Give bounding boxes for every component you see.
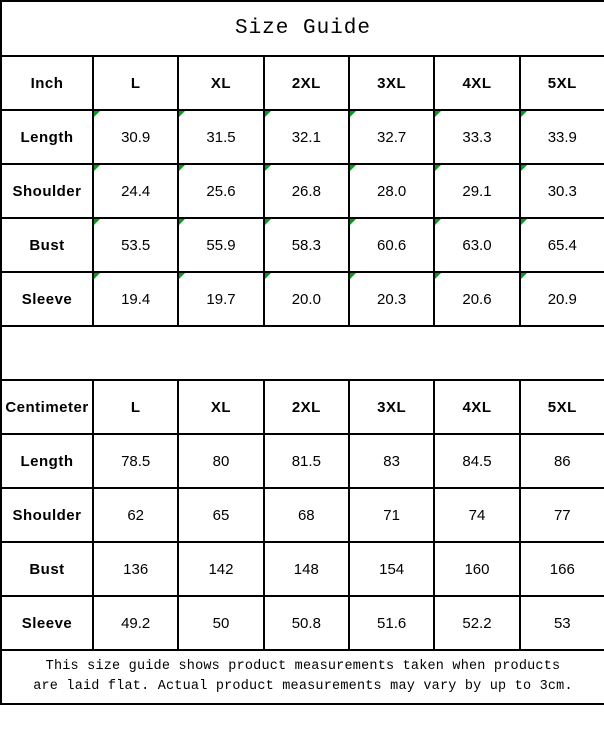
row-label: Length <box>1 434 93 488</box>
cell-value: 78.5 <box>121 452 151 470</box>
footer-row <box>1 650 604 704</box>
cell-value: 30.9 <box>121 128 151 146</box>
table-cell <box>264 488 349 542</box>
spacer-row <box>1 326 604 380</box>
cell-value: 71 <box>383 506 400 524</box>
cell-flag-icon <box>435 273 441 279</box>
table-cell <box>93 110 178 164</box>
table-cell <box>264 596 349 650</box>
cm-header-row <box>1 380 604 434</box>
cell-value: 136 <box>123 560 149 578</box>
inch-row-bust <box>1 218 604 272</box>
cell-value: 68 <box>297 506 315 524</box>
row-label: Shoulder <box>1 488 93 542</box>
cell-value: 166 <box>549 560 575 578</box>
cell-value: 65 <box>212 506 230 524</box>
cell-value: 24.4 <box>121 182 151 200</box>
table-cell <box>264 218 349 272</box>
table-cell <box>93 434 178 488</box>
cell-value: 60.6 <box>377 236 407 254</box>
footer-line-2: are laid flat. Actual product measurements may vary by up to 3cm. <box>33 679 573 694</box>
cell-flag-icon <box>265 111 271 117</box>
table-cell <box>178 596 263 650</box>
cm-row-bust <box>1 542 604 596</box>
cell-value: 20.3 <box>377 290 407 308</box>
table-cell <box>264 434 349 488</box>
table-cell <box>349 218 434 272</box>
cell-flag-icon <box>435 165 441 171</box>
cell-flag-icon <box>179 165 185 171</box>
cell-value: 160 <box>464 560 490 578</box>
cell-flag-icon <box>350 111 356 117</box>
cm-col-header-xl: XL <box>178 380 263 434</box>
cell-flag-icon <box>435 219 441 225</box>
cm-row-length <box>1 434 604 488</box>
table-cell <box>434 488 519 542</box>
cell-value: 30.3 <box>547 182 577 200</box>
inch-col-header-xl: XL <box>178 56 263 110</box>
table-cell <box>264 272 349 326</box>
table-cell <box>93 488 178 542</box>
cell-flag-icon <box>521 165 527 171</box>
cm-col-header-4xl: 4XL <box>434 380 519 434</box>
cell-flag-icon <box>521 273 527 279</box>
table-cell <box>349 110 434 164</box>
inch-row-length <box>1 110 604 164</box>
cell-flag-icon <box>350 165 356 171</box>
table-cell <box>520 542 604 596</box>
spacer <box>1 326 604 380</box>
cell-value: 55.9 <box>206 236 236 254</box>
cell-value: 154 <box>379 560 405 578</box>
table-cell <box>520 434 604 488</box>
row-label: Bust <box>1 542 93 596</box>
cell-value: 52.2 <box>462 614 492 632</box>
table-cell <box>434 272 519 326</box>
title-row <box>1 1 604 56</box>
table-cell <box>434 110 519 164</box>
cell-value: 26.8 <box>291 182 321 200</box>
cm-col-header-5xl: 5XL <box>520 380 604 434</box>
cell-value: 28.0 <box>377 182 407 200</box>
table-cell <box>349 434 434 488</box>
table-cell <box>93 272 178 326</box>
cell-value: 86 <box>553 452 571 470</box>
inch-header-row <box>1 56 604 110</box>
cell-flag-icon <box>179 219 185 225</box>
cell-value: 81.5 <box>291 452 321 470</box>
table-cell <box>93 164 178 218</box>
row-label: Bust <box>1 218 93 272</box>
cell-value: 32.7 <box>377 128 407 146</box>
cm-row-shoulder <box>1 488 604 542</box>
cell-value: 20.6 <box>462 290 492 308</box>
cell-flag-icon <box>521 111 527 117</box>
cell-flag-icon <box>94 219 100 225</box>
page-title: Size Guide <box>1 1 604 56</box>
cell-value: 50 <box>212 614 230 632</box>
row-label: Shoulder <box>1 164 93 218</box>
table-cell <box>178 110 263 164</box>
cell-value: 74 <box>468 506 486 524</box>
inch-col-header-l: L <box>93 56 178 110</box>
cell-value: 142 <box>208 560 234 578</box>
table-cell <box>520 596 604 650</box>
row-label: Length <box>1 110 93 164</box>
inch-row-shoulder <box>1 164 604 218</box>
table-cell <box>178 164 263 218</box>
table-cell <box>349 596 434 650</box>
cell-flag-icon <box>350 273 356 279</box>
table-cell <box>178 272 263 326</box>
cm-col-header-2xl: 2XL <box>264 380 349 434</box>
cell-flag-icon <box>265 219 271 225</box>
cell-value: 53 <box>553 614 571 632</box>
cell-value: 62 <box>127 506 144 524</box>
footer-line-1: This size guide shows product measurements taken when products <box>45 658 561 674</box>
row-label: Sleeve <box>1 272 93 326</box>
table-cell <box>434 218 519 272</box>
table-cell <box>434 542 519 596</box>
table-cell <box>178 218 263 272</box>
cell-value: 33.9 <box>547 128 577 146</box>
cell-flag-icon <box>350 219 356 225</box>
cell-flag-icon <box>521 219 527 225</box>
cell-value: 19.4 <box>121 290 151 308</box>
table-cell <box>264 542 349 596</box>
cell-value: 80 <box>212 452 230 470</box>
cell-value: 83 <box>383 452 400 470</box>
table-cell <box>93 542 178 596</box>
cm-unit-header: Centimeter <box>1 380 93 434</box>
inch-col-header-2xl: 2XL <box>264 56 349 110</box>
table-cell <box>93 596 178 650</box>
cell-value: 25.6 <box>206 182 236 200</box>
table-cell <box>178 434 263 488</box>
footer-note <box>1 650 604 704</box>
inch-col-header-3xl: 3XL <box>349 56 434 110</box>
cell-value: 148 <box>293 560 319 578</box>
cm-col-header-3xl: 3XL <box>349 380 434 434</box>
table-cell <box>349 272 434 326</box>
table-cell <box>178 488 263 542</box>
cell-flag-icon <box>265 273 271 279</box>
cell-value: 65.4 <box>547 236 577 254</box>
table-cell <box>93 218 178 272</box>
table-cell <box>264 110 349 164</box>
cell-value: 53.5 <box>121 236 151 254</box>
cm-col-header-l: L <box>93 380 178 434</box>
cell-value: 32.1 <box>291 128 321 146</box>
cell-value: 20.9 <box>547 290 577 308</box>
inch-row-sleeve <box>1 272 604 326</box>
cell-value: 58.3 <box>291 236 321 254</box>
cell-value: 20.0 <box>291 290 321 308</box>
cell-flag-icon <box>94 165 100 171</box>
cell-value: 31.5 <box>206 128 236 146</box>
cm-row-sleeve <box>1 596 604 650</box>
cell-value: 29.1 <box>462 182 492 200</box>
inch-unit-header: Inch <box>1 56 93 110</box>
table-cell <box>520 488 604 542</box>
table-cell <box>520 164 604 218</box>
cell-flag-icon <box>265 165 271 171</box>
cell-flag-icon <box>94 273 100 279</box>
cell-value: 50.8 <box>291 614 321 632</box>
table-cell <box>520 110 604 164</box>
cell-value: 77 <box>553 506 571 524</box>
table-cell <box>264 164 349 218</box>
cell-flag-icon <box>179 273 185 279</box>
cell-value: 19.7 <box>206 290 236 308</box>
table-cell <box>349 164 434 218</box>
cell-value: 51.6 <box>377 614 407 632</box>
cell-flag-icon <box>435 111 441 117</box>
cell-flag-icon <box>94 111 100 117</box>
cell-value: 49.2 <box>121 614 151 632</box>
table-cell <box>349 488 434 542</box>
row-label: Sleeve <box>1 596 93 650</box>
table-cell <box>349 542 434 596</box>
cell-flag-icon <box>179 111 185 117</box>
table-cell <box>434 164 519 218</box>
cell-value: 63.0 <box>462 236 492 254</box>
cell-value: 84.5 <box>462 452 492 470</box>
inch-col-header-5xl: 5XL <box>520 56 604 110</box>
table-cell <box>520 218 604 272</box>
inch-col-header-4xl: 4XL <box>434 56 519 110</box>
table-cell <box>434 434 519 488</box>
table-cell <box>178 542 263 596</box>
table-cell <box>434 596 519 650</box>
cell-value: 33.3 <box>462 128 492 146</box>
table-cell <box>520 272 604 326</box>
